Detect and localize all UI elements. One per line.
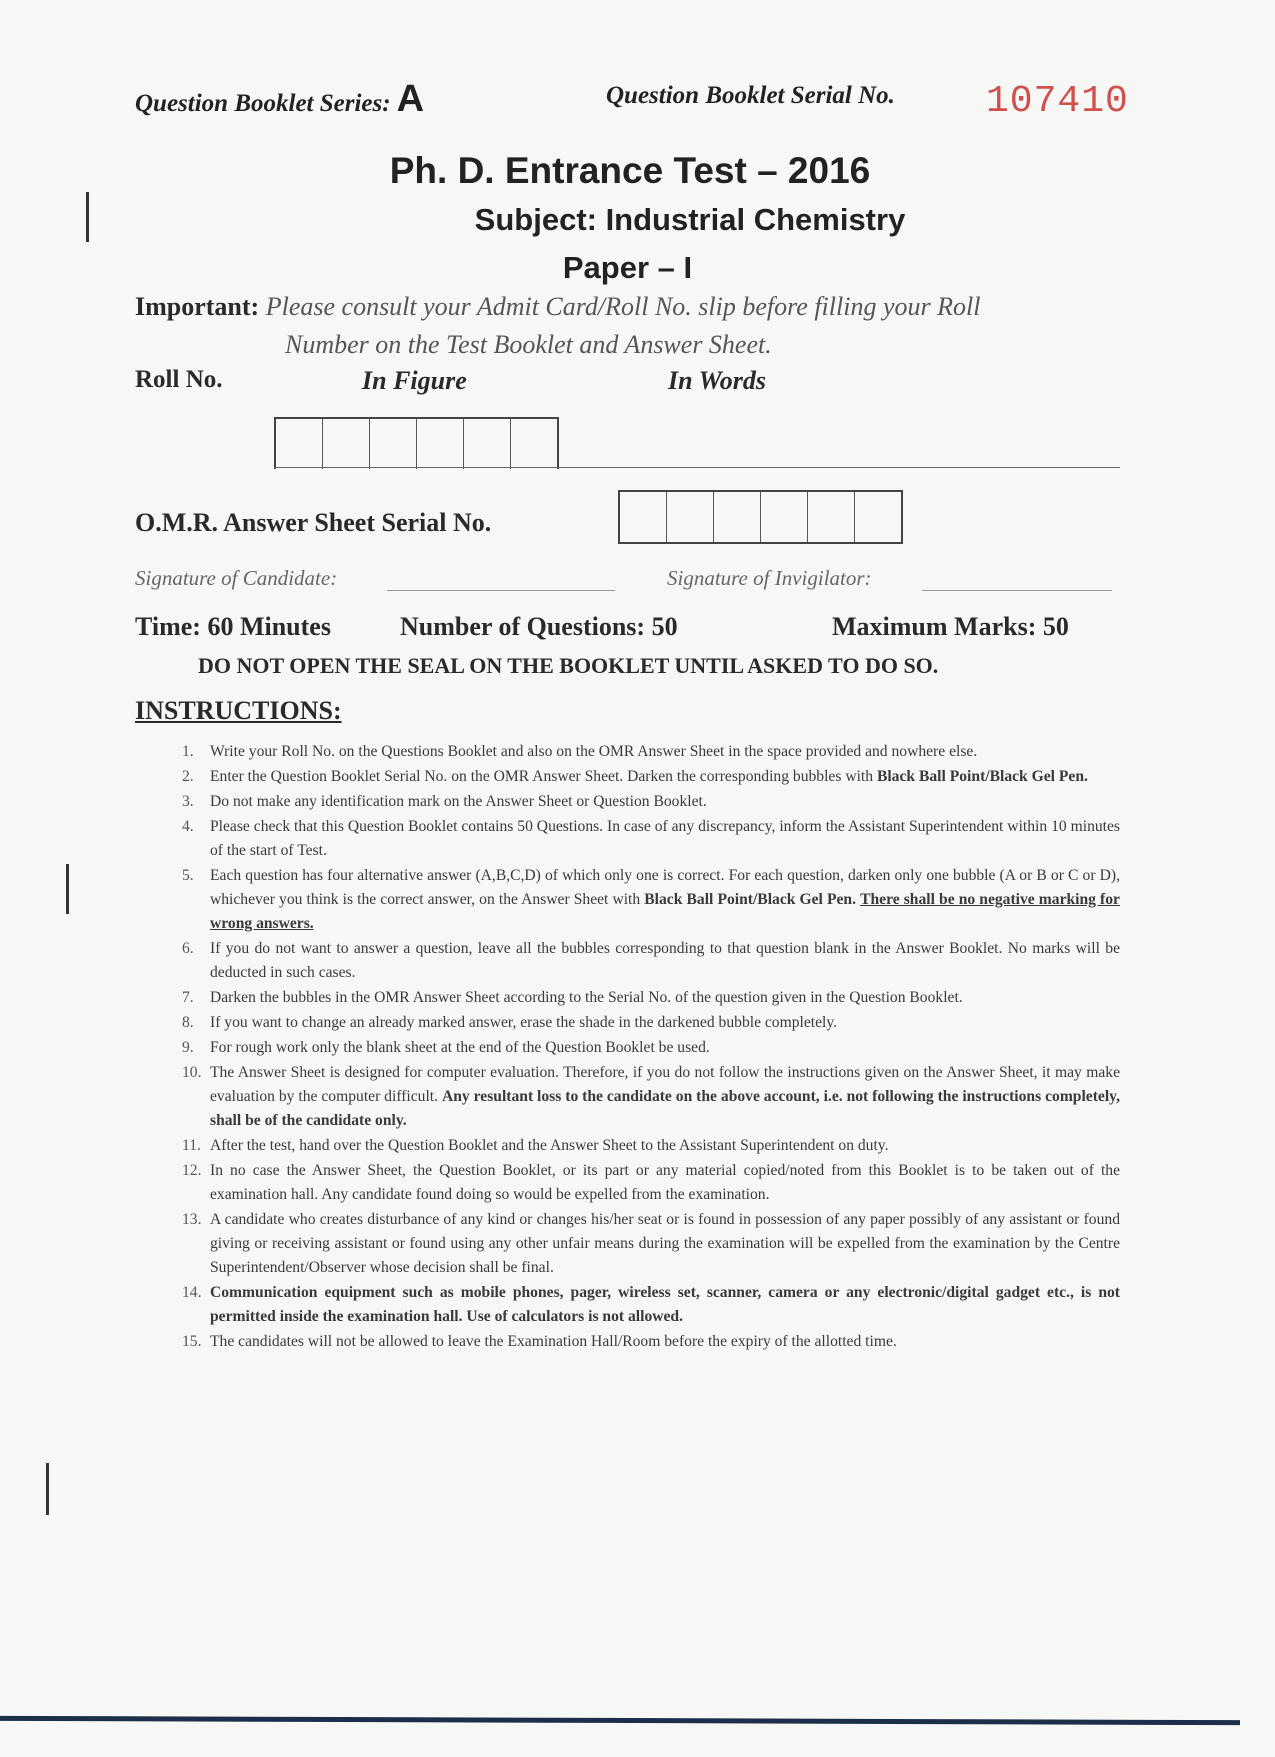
invigilator-signature-label: Signature of Invigilator: (667, 566, 872, 590)
booklet-series-value: A (396, 78, 425, 120)
omr-digit-box[interactable] (714, 492, 761, 542)
list-item: 2. Enter the Question Booklet Serial No. on the OMR Answer Sheet. Darken the corresponding bubbles with Black Ball Point/Black Gel Pen. (182, 768, 1088, 785)
exam-time: Time: 60 Minutes (135, 612, 331, 641)
omr-digit-box[interactable] (761, 492, 808, 542)
roll-in-words-label: In Words (668, 366, 767, 395)
important-label: Important: (135, 292, 260, 321)
subject-title: Subject: Industrial Chemistry (474, 202, 906, 237)
booklet-series-label: Question Booklet Series: (135, 90, 391, 117)
exam-question-count: Number of Questions: 50 (400, 612, 678, 641)
list-item: 7. Darken the bubbles in the OMR Answer Sheet according to the Serial No. of the question given in the Question Booklet. (182, 989, 963, 1006)
roll-number-boxes[interactable] (274, 417, 559, 469)
omr-digit-box[interactable] (808, 492, 855, 542)
list-item: 4. Please check that this Question Booklet contains 50 Questions. In case of any discrepancy, inform the Assistant Superintendent within 10 minutes of the start of Test. (182, 818, 1120, 859)
invigilator-signature-line[interactable] (922, 590, 1112, 591)
roll-digit-box[interactable] (511, 419, 557, 469)
instructions-heading: INSTRUCTIONS: (135, 696, 342, 725)
omr-label: O.M.R. Answer Sheet Serial No. (135, 508, 492, 537)
list-item: 5. Each question has four alternative answer (A,B,C,D) of which only one is correct. For each question, darken only one bubble (A or B or C or D), whichever you think is the correct answer, on the Answer Sheet with Black Ball Point/Black Gel Pen. There shall be no negative marking for wrong answers. (182, 867, 1120, 932)
candidate-signature-line[interactable] (387, 590, 615, 591)
important-line-1: Please consult your Admit Card/Roll No. slip before filling your Roll (265, 292, 981, 321)
list-item: 6. If you do not want to answer a question, leave all the bubbles corresponding to that question blank in the Answer Booklet. No marks will be deducted in such cases. (182, 940, 1120, 981)
roll-digit-box[interactable] (276, 419, 323, 469)
roll-digit-box[interactable] (370, 419, 417, 469)
list-item: 10. The Answer Sheet is designed for computer evaluation. Therefore, if you do not follow the instructions given on the Answer Sheet, it may make evaluation by the computer difficult. Any resultant loss to the candidate on the above account, i.e. not following the instructions completely, shall be of the candidate only. (182, 1064, 1121, 1129)
booklet-series (135, 78, 424, 121)
roll-in-figure-label: In Figure (362, 366, 467, 395)
booklet-serial (606, 82, 895, 110)
booklet-serial-value: 107410 (986, 80, 1129, 123)
list-item: 9. For rough work only the blank sheet at the end of the Question Booklet be used. (182, 1039, 710, 1056)
roll-digit-box[interactable] (464, 419, 511, 469)
list-item: 11. After the test, hand over the Question Booklet and the Answer Sheet to the Assistant Superintendent on duty. (182, 1137, 889, 1154)
roll-digit-box[interactable] (417, 419, 464, 469)
booklet-serial-label: Question Booklet Serial No. (606, 82, 895, 109)
paper-title: Paper – I (562, 250, 693, 285)
important-note (135, 288, 1135, 364)
roll-digit-box[interactable] (323, 419, 370, 469)
instructions-list (182, 740, 1120, 1355)
list-item: 14. Communication equipment such as mobile phones, pager, wireless set, scanner, camera or any electronic/digital gadget etc., is not permitted inside the examination hall. Use of calculators is not allowed. (182, 1284, 1120, 1325)
page-bottom-rule (0, 1716, 1240, 1725)
roll-label: Roll No. (135, 366, 223, 393)
roll-in-words-line[interactable] (274, 467, 1120, 468)
list-item: 13. A candidate who creates disturbance of any kind or changes his/her seat or is found in possession of any paper possibly of any assistant or found giving or receiving assistant or found using any other unfair means during the examination will be expelled from the examination by the Centre Superintendent/Observer whose decision shall be final. (182, 1211, 1120, 1276)
omr-digit-box[interactable] (667, 492, 714, 542)
list-item: 8. If you want to change an already marked answer, erase the shade in the darkened bubble completely. (182, 1014, 838, 1031)
margin-mark (46, 1463, 49, 1515)
omr-digit-box[interactable] (855, 492, 901, 542)
margin-mark (66, 864, 69, 914)
list-item: 12. In no case the Answer Sheet, the Question Booklet, or its part or any material copied/noted from this Booklet is to be taken out of the examination hall. Any candidate found doing so would be expelled from the examination. (182, 1162, 1120, 1203)
omr-serial-boxes[interactable] (618, 490, 903, 544)
list-item: 1. Write your Roll No. on the Questions Booklet and also on the OMR Answer Sheet in the space provided and nowhere else. (182, 743, 978, 760)
important-line-2: Number on the Test Booklet and Answer Sheet. (285, 330, 772, 359)
list-item: 3. Do not make any identification mark on the Answer Sheet or Question Booklet. (182, 793, 707, 810)
page-title: Ph. D. Entrance Test – 2016 (389, 150, 871, 191)
list-item: 15. The candidates will not be allowed to leave the Examination Hall/Room before the expiry of the allotted time. (182, 1333, 897, 1350)
candidate-signature-label: Signature of Candidate: (135, 566, 338, 590)
seal-warning: DO NOT OPEN THE SEAL ON THE BOOKLET UNTIL ASKED TO DO SO. (198, 653, 939, 678)
omr-digit-box[interactable] (620, 492, 667, 542)
exam-max-marks: Maximum Marks: 50 (832, 612, 1069, 641)
